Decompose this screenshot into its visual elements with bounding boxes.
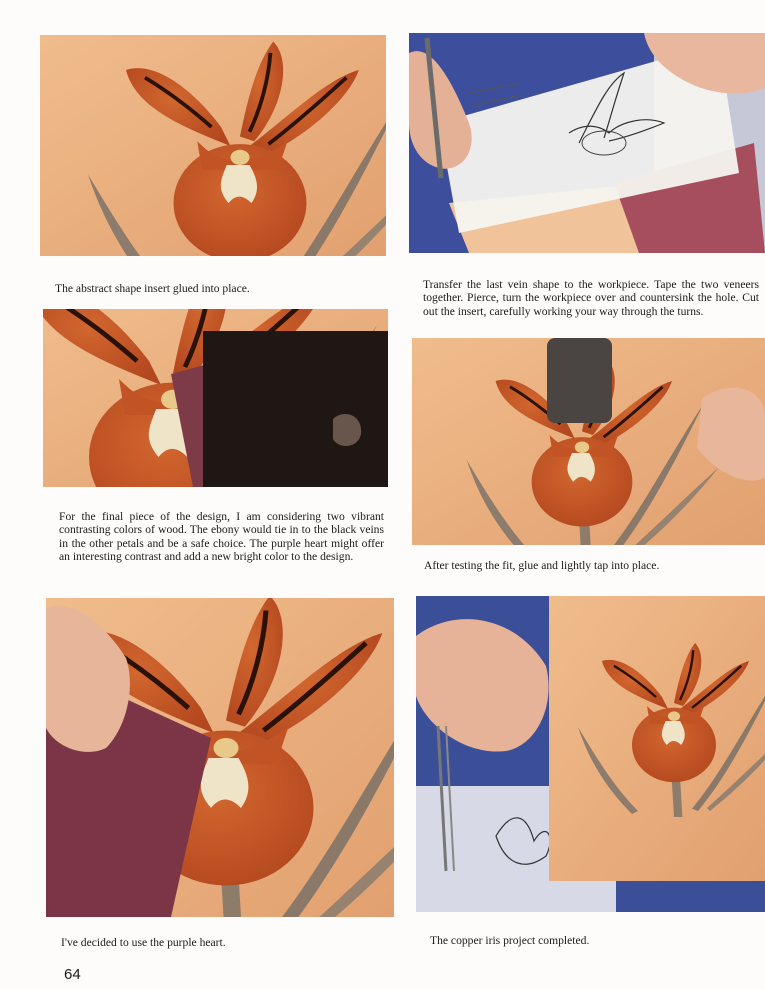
caption-4: After testing the fit, glue and lightly tap into place. xyxy=(424,559,660,572)
photo-tapping-insert xyxy=(412,338,765,545)
iris-inlay-photo xyxy=(40,35,386,256)
veneer-comparison-photo xyxy=(43,309,388,487)
caption-5: I've decided to use the purple heart. xyxy=(61,936,226,949)
caption-3: For the final piece of the design, I am considering two vibrant contrasting colors of wood. The ebony would tie in to the black veins in the other petals and be a safe choice. The purple heart might offer an interesting contrast and add a new bright color to the design. xyxy=(59,510,384,564)
caption-2: Transfer the last vein shape to the workpiece. Tape the two veneers together. Pierce, turn the workpiece over and countersink the hole. Cut out the insert, carefully working your way through the turns. xyxy=(423,278,759,318)
completed-iris-photo xyxy=(416,596,765,912)
caption-6: The copper iris project completed. xyxy=(430,934,590,947)
photo-tracing-pattern xyxy=(409,33,765,253)
photo-completed-iris xyxy=(416,596,765,912)
tapping-insert-photo xyxy=(412,338,765,545)
page-number: 64 xyxy=(64,966,81,983)
purple-heart-veneer-photo xyxy=(46,598,394,917)
photo-purple-heart xyxy=(46,598,394,917)
photo-abstract-insert xyxy=(40,35,386,256)
caption-1: The abstract shape insert glued into place. xyxy=(55,282,250,295)
photo-veneer-comparison xyxy=(43,309,388,487)
tracing-pattern-photo xyxy=(409,33,765,253)
